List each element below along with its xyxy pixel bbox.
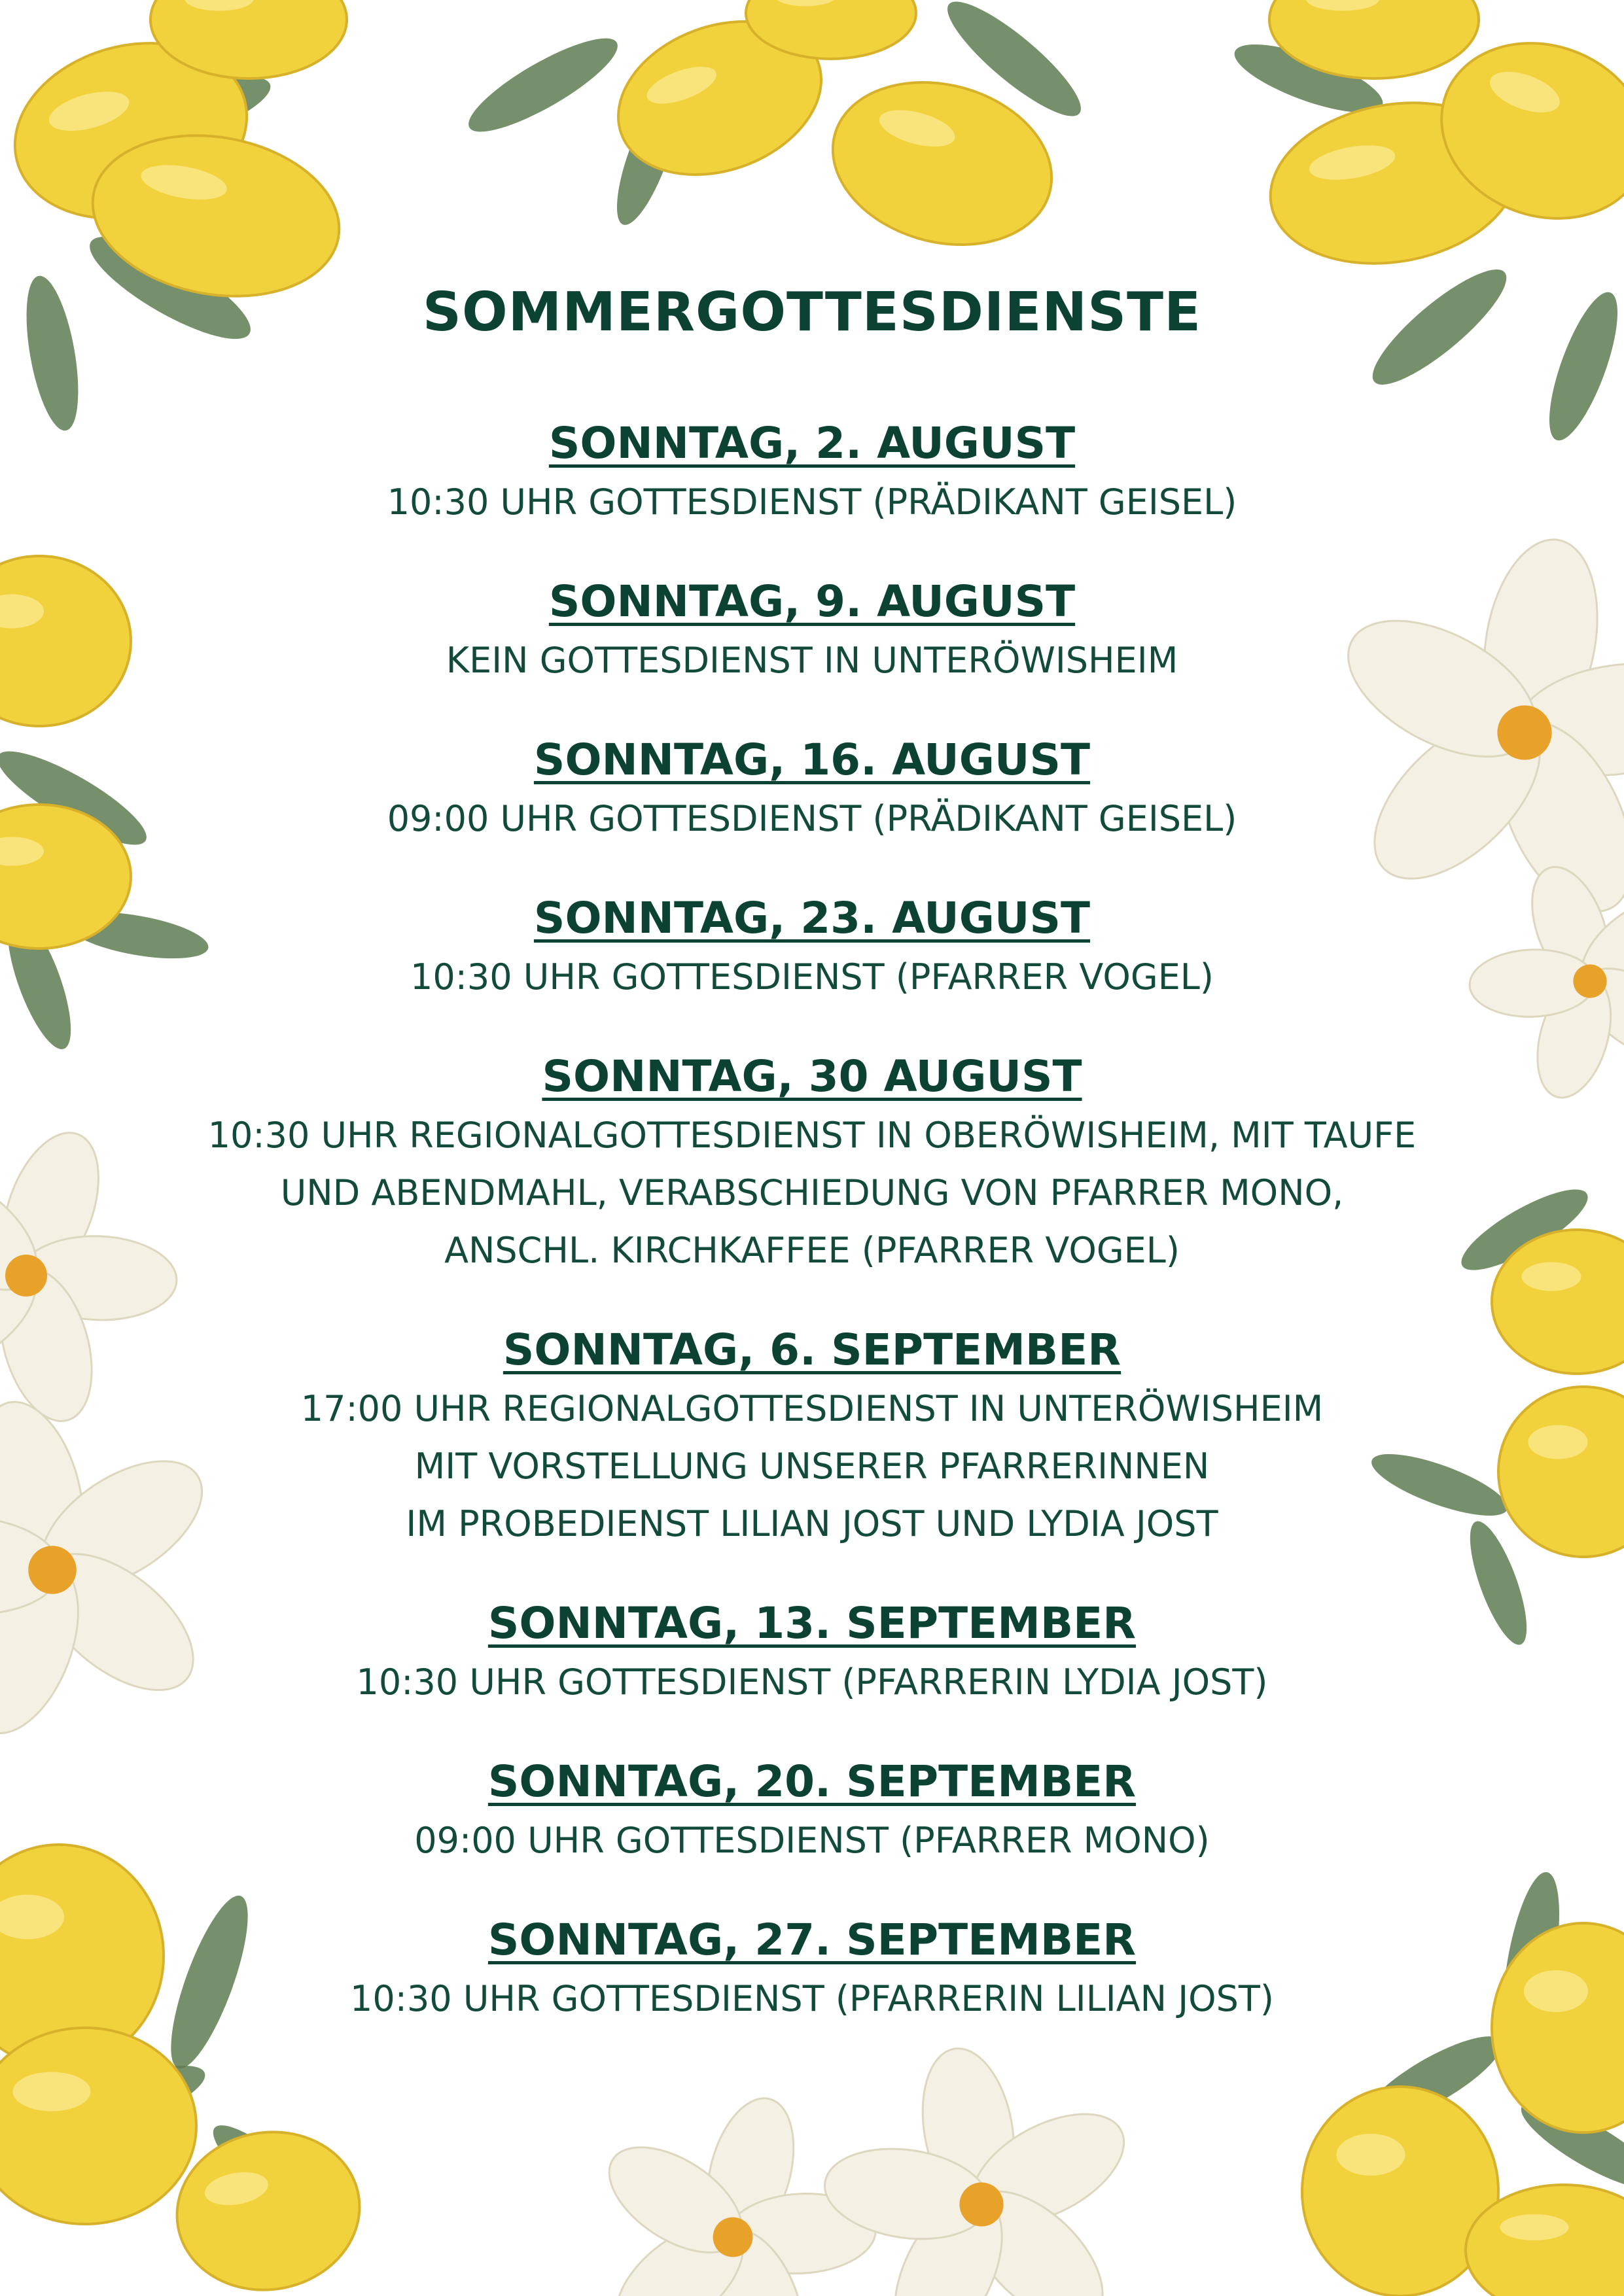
service-entry bbox=[118, 1752, 1506, 1870]
service-date: SONNTAG, 6. SEPTEMBER bbox=[503, 1325, 1121, 1375]
service-description: 10:30 UHR GOTTESDIENST (PFARRERIN LILIAN JOST) bbox=[350, 1978, 1274, 2019]
service-date: SONNTAG, 9. AUGUST bbox=[548, 576, 1076, 627]
service-description: 10:30 UHR GOTTESDIENST (PFARRER VOGEL) bbox=[410, 956, 1214, 998]
lemon-icon bbox=[1498, 1387, 1624, 1557]
service-date: SONNTAG, 23. AUGUST bbox=[533, 893, 1091, 943]
service-description: 09:00 UHR GOTTESDIENST (PRÄDIKANT GEISEL) bbox=[387, 798, 1237, 839]
service-entry bbox=[118, 413, 1506, 531]
service-description: 10:30 UHR GOTTESDIENST (PFARRERIN LYDIA JOST) bbox=[356, 1661, 1268, 1703]
service-entry bbox=[118, 572, 1506, 689]
service-date: SONNTAG, 27. SEPTEMBER bbox=[487, 1915, 1137, 1965]
service-date: SONNTAG, 16. AUGUST bbox=[533, 735, 1091, 785]
service-date: SONNTAG, 2. AUGUST bbox=[548, 418, 1076, 468]
leaf-icon bbox=[458, 24, 627, 147]
service-description: 10:30 UHR REGIONALGOTTESDIENST IN OBERÖWISHEIM, MIT TAUFE UND ABENDMAHL, VERABSCHIEDUNG VON PFARRER MONO, ANSCHL. KIRCHKAFFEE (PFARRER VOGEL) bbox=[207, 1115, 1417, 1271]
service-description: 17:00 UHR REGIONALGOTTESDIENST IN UNTERÖWISHEIM MIT VORSTELLUNG UNSERER PFARRERINNEN IM PROBEDIENST LILIAN JOST UND LYDIA JOST bbox=[300, 1388, 1324, 1544]
service-date: SONNTAG, 30 AUGUST bbox=[542, 1051, 1082, 1102]
service-entry bbox=[118, 1320, 1506, 1553]
service-description: 09:00 UHR GOTTESDIENST (PFARRER MONO) bbox=[414, 1820, 1210, 1861]
page-title: SOMMERGOTTESDIENSTE bbox=[422, 281, 1202, 343]
service-description: 10:30 UHR GOTTESDIENST (PRÄDIKANT GEISEL) bbox=[387, 481, 1237, 523]
service-entry bbox=[118, 1910, 1506, 2028]
service-date: SONNTAG, 20. SEPTEMBER bbox=[487, 1756, 1137, 1807]
service-date: SONNTAG, 13. SEPTEMBER bbox=[487, 1598, 1137, 1648]
service-schedule bbox=[118, 413, 1506, 2028]
service-description: KEIN GOTTESDIENST IN UNTERÖWISHEIM bbox=[446, 640, 1178, 681]
service-entry bbox=[118, 1047, 1506, 1279]
service-entry bbox=[118, 1593, 1506, 1711]
service-entry bbox=[118, 888, 1506, 1006]
lemon-icon bbox=[0, 556, 131, 726]
service-entry bbox=[118, 730, 1506, 848]
lemon-icon bbox=[0, 2028, 196, 2224]
